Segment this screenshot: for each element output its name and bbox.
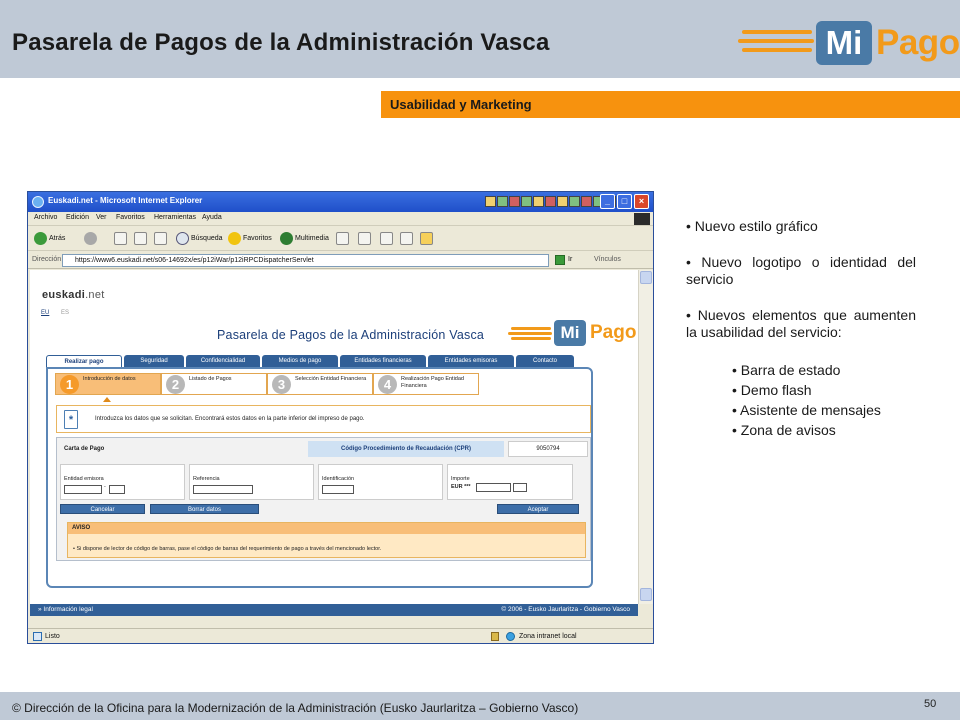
aceptar-button[interactable]: Aceptar <box>497 504 579 514</box>
aviso-text: • Si dispone de lector de código de barras, pase el código de barras del requerimiento de pago a través del mencionado lector. <box>73 546 382 552</box>
slide-title: Pasarela de Pagos de la Administración Vasca <box>12 29 550 56</box>
mipago-logo <box>738 20 960 66</box>
referencia-field <box>189 464 314 500</box>
tab-contacto[interactable]: Contacto <box>516 355 574 367</box>
favorites-label: Favoritos <box>243 235 272 242</box>
webpage-title: Pasarela de Pagos de la Administración Vasca <box>217 328 485 342</box>
scroll-up-arrow-icon[interactable] <box>640 271 652 284</box>
multimedia-icon <box>280 232 293 245</box>
step-number: 3 <box>272 375 291 394</box>
messenger-icon[interactable] <box>420 232 433 245</box>
zone-text: Zona intranet local <box>519 633 577 640</box>
vertical-scrollbar[interactable] <box>638 270 653 604</box>
entidad-emisora-input[interactable] <box>64 485 102 494</box>
menu-archivo[interactable]: Archivo <box>34 214 58 221</box>
tray-icon[interactable] <box>485 196 496 207</box>
referencia-input[interactable] <box>193 485 253 494</box>
step-label: Realización Pago Entidad Financiera <box>401 376 464 389</box>
importe-label: Importe <box>451 476 470 482</box>
step-2 <box>161 373 267 395</box>
section-bar <box>381 91 960 118</box>
tray-icon[interactable] <box>509 196 520 207</box>
maximize-button[interactable]: □ <box>617 194 632 209</box>
tab-confidencialidad[interactable]: Confidencialidad <box>186 355 260 367</box>
intranet-zone-icon <box>506 632 515 641</box>
euskadi-logo-prefix: euskadi <box>42 289 86 301</box>
step-1 <box>55 373 161 395</box>
menu-edicion[interactable]: Edición <box>66 214 89 221</box>
forward-button[interactable] <box>84 230 99 247</box>
sub-bullet-item: • Demo flash <box>732 382 812 398</box>
taskbar-tray-icons <box>485 194 617 212</box>
entidad-emisora-label: Entidad emisora <box>64 476 104 482</box>
mini-logo-stripe <box>508 332 552 335</box>
step-4 <box>373 373 479 395</box>
mini-logo-pago: Pago <box>590 322 637 343</box>
sub-bullet-item: • Barra de estado <box>732 362 841 378</box>
stop-icon[interactable] <box>114 232 127 245</box>
header-band <box>0 0 960 78</box>
go-icon[interactable] <box>555 255 565 265</box>
back-icon <box>34 232 47 245</box>
referencia-label: Referencia <box>193 476 220 482</box>
cancelar-button[interactable]: Cancelar <box>60 504 145 514</box>
favorites-button[interactable] <box>228 230 272 247</box>
mini-logo-mi: Mi <box>554 320 586 346</box>
status-text: Listo <box>45 633 60 640</box>
sub-bullet-item: • Zona de avisos <box>732 422 836 438</box>
page-viewport <box>30 270 638 604</box>
cpr-value: 9050794 <box>508 441 588 457</box>
home-icon[interactable] <box>154 232 167 245</box>
copyright-text: © 2006 - Eusko Jaurlaritza - Gobierno Vasco <box>501 606 630 613</box>
aviso-title: AVISO <box>68 523 585 534</box>
browser-window <box>27 191 654 644</box>
step-number: 4 <box>378 375 397 394</box>
windows-logo-icon <box>634 213 650 225</box>
identificacion-input[interactable] <box>322 485 354 494</box>
lock-icon <box>491 632 499 641</box>
page-icon <box>33 632 42 641</box>
legal-bar <box>30 604 638 616</box>
browser-titlebar <box>28 192 653 212</box>
info-message-box <box>56 405 591 433</box>
back-label: Atrás <box>49 235 66 242</box>
mail-icon[interactable] <box>358 232 371 245</box>
print-icon[interactable] <box>380 232 393 245</box>
step-number: 1 <box>60 375 79 394</box>
tab-entidades-emisoras[interactable]: Entidades emisoras <box>428 355 514 367</box>
footer-band <box>0 692 960 720</box>
document-asterisk-icon: * <box>64 410 78 429</box>
multimedia-label: Multimedia <box>295 235 329 242</box>
tab-seguridad[interactable]: Seguridad <box>124 355 184 367</box>
tray-icon[interactable] <box>569 196 580 207</box>
entidad-emisora-dc-input[interactable] <box>109 485 125 494</box>
tray-icon[interactable] <box>533 196 544 207</box>
menu-ver[interactable]: Ver <box>96 214 107 221</box>
entidad-emisora-field <box>60 464 185 500</box>
logo-mi: Mi <box>816 21 872 65</box>
tab-realizar-pago[interactable]: Realizar pago <box>46 355 122 367</box>
search-button[interactable] <box>176 230 223 247</box>
history-icon[interactable] <box>336 232 349 245</box>
tab-medios-de-pago[interactable]: Medios de pago <box>262 355 338 367</box>
euskadi-logo-suffix: .net <box>85 289 105 301</box>
payment-form <box>56 437 591 561</box>
back-button[interactable] <box>34 230 65 247</box>
menu-herramientas[interactable]: Herramientas <box>154 214 197 221</box>
info-text: Introduzca los datos que se solicitan. Encontrará estos datos en la parte inferior del impreso de pago. <box>95 416 365 422</box>
url-input[interactable]: https://www6.euskadi.net/s06-14692x/es/p12iWar/p12iRPCDispatcherServlet <box>62 254 549 267</box>
lang-es-link[interactable]: ES <box>61 310 70 316</box>
tray-icon[interactable] <box>557 196 568 207</box>
logo-stripe <box>738 39 814 43</box>
step-label: Introducción de datos <box>83 376 136 382</box>
browser-title: Euskadi.net - Microsoft Internet Explorer <box>48 196 203 205</box>
multimedia-button[interactable] <box>280 230 329 247</box>
tray-icon[interactable] <box>497 196 508 207</box>
lang-eu-link[interactable]: EU <box>41 310 50 316</box>
borrar-datos-button[interactable]: Borrar datos <box>150 504 259 514</box>
mini-logo-stripe <box>511 337 551 340</box>
mipago-mini-logo <box>508 320 636 346</box>
currency-label: EUR *** <box>451 484 471 490</box>
mini-logo-stripe <box>511 327 551 330</box>
links-button[interactable]: Vínculos <box>594 256 621 263</box>
refresh-icon[interactable] <box>134 232 147 245</box>
legal-link[interactable]: » Información legal <box>38 606 93 613</box>
importe-cents-input[interactable] <box>513 483 527 492</box>
identificacion-field <box>318 464 443 500</box>
feature-bullets <box>686 218 916 442</box>
bullet-item: • Nuevo logotipo o identidad del servicio <box>686 254 916 287</box>
section-label: Usabilidad y Marketing <box>390 97 532 112</box>
logo-stripe <box>742 48 812 52</box>
status-bar <box>28 628 653 644</box>
close-button[interactable]: × <box>634 194 649 209</box>
forward-icon <box>84 232 97 245</box>
footer-text: © Dirección de la Oficina para la Modernización de la Administración (Eusko Jaurlaritza – Gobierno Vasco) <box>12 701 579 715</box>
tray-icon[interactable] <box>545 196 556 207</box>
go-button[interactable]: Ir <box>568 256 573 263</box>
search-icon <box>176 232 189 245</box>
address-bar <box>28 252 653 269</box>
webpage-tabs <box>46 355 576 367</box>
sub-bullet-item: • Asistente de mensajes <box>732 402 881 418</box>
menu-favoritos[interactable]: Favoritos <box>116 214 145 221</box>
address-label: Dirección <box>32 256 62 263</box>
importe-field <box>447 464 573 500</box>
step-label: Listado de Pagos <box>189 376 232 382</box>
step-3 <box>267 373 373 395</box>
scroll-down-arrow-icon[interactable] <box>640 588 652 601</box>
identificacion-label: Identificación <box>322 476 355 482</box>
edit-icon[interactable] <box>400 232 413 245</box>
step-indicator-caret <box>103 397 111 402</box>
step-number: 2 <box>166 375 185 394</box>
minimize-button[interactable]: _ <box>600 194 615 209</box>
cpr-label: Código Procedimiento de Recaudación (CPR) <box>308 441 504 457</box>
browser-toolbar <box>28 227 653 251</box>
step-label: Selección Entidad Financiera <box>295 376 367 382</box>
menu-ayuda[interactable]: Ayuda <box>202 214 222 221</box>
ie-icon <box>32 196 44 208</box>
tray-icon[interactable] <box>581 196 592 207</box>
logo-stripe <box>742 30 812 34</box>
search-label: Búsqueda <box>191 235 223 242</box>
importe-euros-input[interactable] <box>476 483 511 492</box>
star-icon <box>228 232 241 245</box>
tab-entidades-financieras[interactable]: Entidades financieras <box>340 355 426 367</box>
tray-icon[interactable] <box>521 196 532 207</box>
carta-de-pago-label: Carta de Pago <box>64 446 105 452</box>
entidad-emisora-separator: - <box>104 484 106 490</box>
bullet-item: • Nuevo estilo gráfico <box>686 218 818 234</box>
aviso-box <box>67 522 586 558</box>
page-number: 50 <box>924 698 937 710</box>
menu-bar <box>28 212 653 226</box>
logo-pago: Pago <box>876 23 960 62</box>
euskadi-logo <box>42 289 105 301</box>
bullet-item: • Nuevos elementos que aumenten la usabilidad del servicio: <box>686 307 916 340</box>
